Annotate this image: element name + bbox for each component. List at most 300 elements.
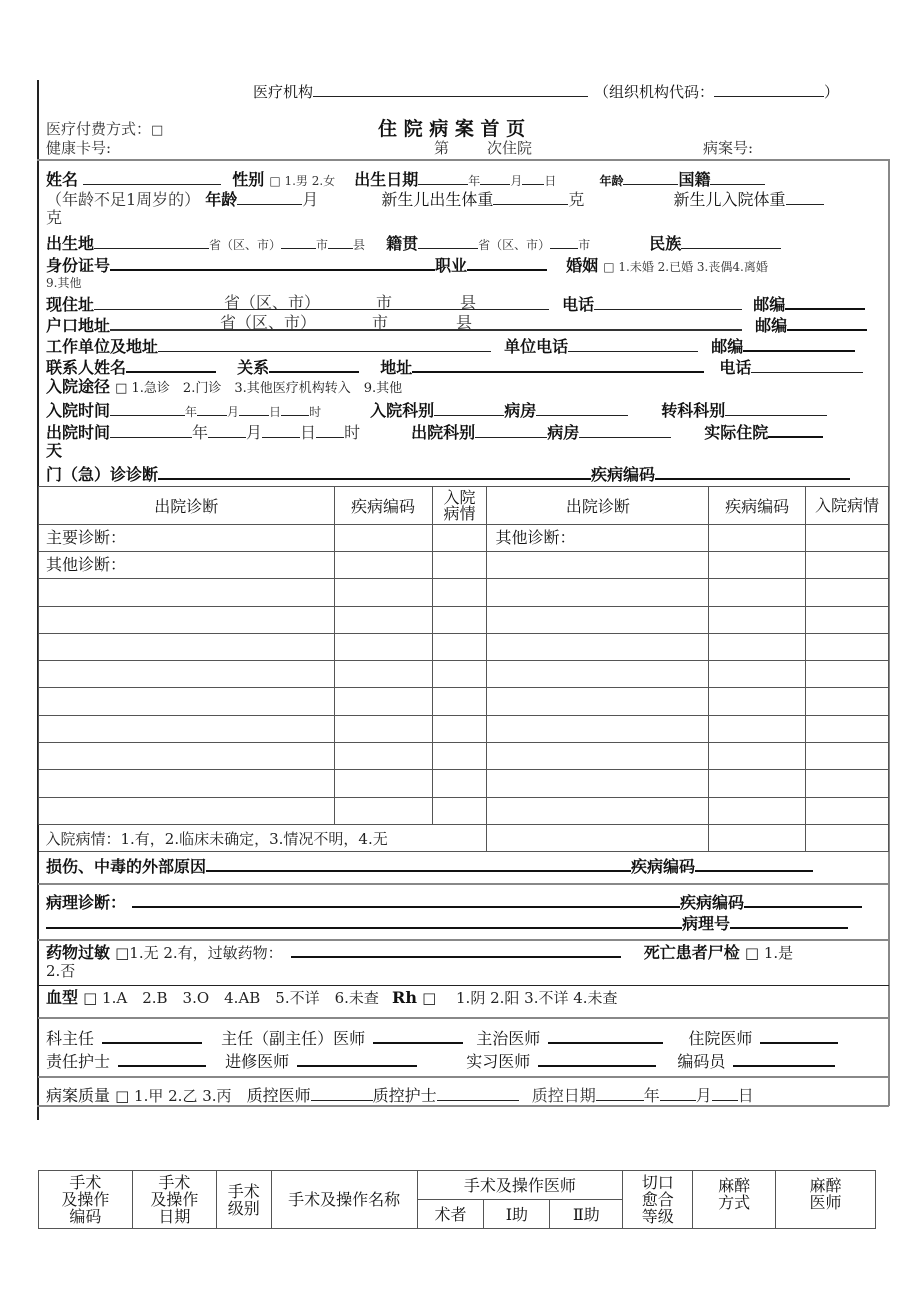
condition-cell[interactable] [432, 579, 487, 607]
dx-cell[interactable] [39, 634, 335, 661]
ethnicity-field[interactable] [681, 232, 781, 249]
rh-options[interactable]: □ 1.阴 2.阳 3.不详 4.未查 [422, 989, 618, 1007]
admission-route-options[interactable]: □ 1.急诊 2.门诊 3.其他医疗机构转入 9.其他 [115, 381, 403, 396]
op-surgeons-header: 手术及操作医师 [417, 1171, 623, 1200]
table-row [39, 525, 889, 552]
native-place-label: 籍贯 [386, 234, 419, 253]
code-cell[interactable] [334, 607, 432, 634]
native-city-field[interactable] [550, 232, 578, 249]
nurse-field[interactable] [118, 1049, 206, 1067]
qc-doctor-label: 质控医师 [246, 1086, 311, 1105]
dx-cell[interactable] [487, 770, 709, 798]
row-household-address [46, 313, 867, 336]
county-unit: 县 [353, 238, 366, 252]
header-disease-code-left: 疾病编码 [334, 487, 432, 525]
code-cell[interactable] [709, 552, 806, 579]
injury-code-label: 疾病编码 [631, 857, 696, 876]
divider-allergy [38, 985, 889, 986]
op-name-header: 手术及操作名称 [271, 1171, 417, 1229]
discharge-time-label: 出院时间 [46, 423, 111, 442]
outpatient-code-label: 疾病编码 [591, 465, 656, 484]
blood-type-label: 血型 [46, 988, 79, 1007]
table-row [39, 661, 889, 688]
code-cell[interactable] [709, 798, 806, 825]
row-injury-cause [46, 854, 813, 877]
birth-date-label: 出生日期 [354, 170, 419, 189]
autopsy-no-option[interactable]: 2.否 [46, 962, 76, 980]
dx-cell[interactable] [487, 716, 709, 743]
marriage-options[interactable]: □ 1.未婚 2.已婚 3.丧偶4.离婚 [603, 260, 768, 274]
attending-field[interactable] [548, 1026, 663, 1044]
op-surgeon-header: 术者 [417, 1200, 484, 1229]
row-birthplace [46, 232, 781, 255]
row-discharge-time [46, 420, 823, 443]
admission-route-label: 入院途径 [46, 377, 111, 396]
household-postcode-field[interactable] [787, 313, 867, 331]
row-pathology-no [46, 911, 848, 934]
autopsy-options[interactable]: □ 1.是 [744, 944, 794, 962]
sex-options[interactable]: □ 1.男 2.女 [269, 174, 336, 188]
work-phone-field[interactable] [568, 335, 698, 352]
marriage-other: 9.其他 [46, 276, 82, 290]
drug-allergy-options[interactable]: □1.无 2.有，过敏药物： [115, 944, 283, 962]
admit-ward-label: 病房 [504, 401, 537, 420]
drug-allergy-label: 药物过敏 [46, 943, 111, 962]
contact-name-label: 联系人姓名 [46, 358, 127, 377]
op-incision-header: 切口 愈合 等级 [623, 1171, 693, 1229]
table-row [39, 579, 889, 607]
work-phone-label: 单位电话 [504, 337, 569, 356]
qc-doctor-field[interactable] [311, 1084, 373, 1101]
outpatient-dx-label: 门（急）诊诊断 [46, 465, 159, 484]
birthplace-city-field[interactable] [281, 232, 316, 249]
condition-legend-cell [39, 825, 487, 852]
condition-cell[interactable] [432, 607, 487, 634]
current-phone-field[interactable] [594, 293, 742, 310]
dept-director-label: 科主任 [46, 1029, 95, 1048]
current-city-unit: 市 [376, 293, 393, 312]
pathology-code-label: 疾病编码 [680, 893, 745, 912]
condition-cell[interactable] [806, 688, 889, 716]
newborn-admit-gram-unit: 克 [46, 208, 63, 227]
birth-year-field[interactable] [418, 168, 468, 185]
dx-cell[interactable] [487, 825, 709, 852]
condition-legend: 入院病情：1.有，2.临床未确定，3.情况不明，4.无 [45, 829, 388, 848]
name-label: 姓名 [46, 170, 79, 189]
name-field[interactable] [83, 168, 221, 185]
work-postcode-label: 邮编 [711, 337, 744, 356]
condition-cell[interactable] [806, 825, 889, 852]
newborn-birth-weight-label: 新生儿出生体重 [381, 190, 494, 209]
row-id [46, 253, 768, 277]
discharge-day-field[interactable] [262, 421, 300, 438]
table-row [39, 798, 889, 825]
table-row [39, 688, 889, 716]
code-cell[interactable] [709, 607, 806, 634]
condition-cell[interactable] [432, 552, 487, 579]
native-province-field[interactable] [418, 232, 478, 249]
condition-cell[interactable] [432, 634, 487, 661]
trainee-label: 进修医师 [225, 1052, 290, 1071]
birthplace-county-field[interactable] [328, 232, 353, 249]
attending-label: 主治医师 [476, 1029, 541, 1048]
dx-cell[interactable] [487, 743, 709, 770]
admit-year-field[interactable] [110, 399, 185, 416]
discharge-month-unit: 月 [246, 423, 263, 442]
admit-day-unit: 日 [269, 405, 282, 419]
row-blood-type [46, 988, 618, 1008]
admit-time-label: 入院时间 [46, 401, 111, 420]
pathology-no-field[interactable] [730, 911, 848, 929]
frame-top [37, 159, 889, 161]
qc-month-unit: 月 [695, 1086, 712, 1105]
qc-month-field[interactable] [660, 1084, 696, 1101]
discharge-day-unit: 日 [300, 423, 317, 442]
native-city-unit: 市 [578, 238, 591, 252]
blood-type-options[interactable]: □ 1.A 2.B 3.O 4.AB 5.不详 6.未查 [83, 989, 379, 1007]
table-row [39, 607, 889, 634]
allergy-drug-field[interactable] [291, 940, 621, 958]
dx-cell[interactable] [487, 607, 709, 634]
row-current-address [46, 292, 865, 315]
pathology-dx-field-2[interactable] [46, 911, 682, 929]
quality-options[interactable]: □ 1.甲 2.乙 3.丙 [115, 1087, 232, 1105]
row-admission-route [46, 377, 402, 399]
infant-note: （年龄不足1周岁的） [46, 190, 201, 209]
qc-nurse-label: 质控护士 [372, 1086, 437, 1105]
dx-cell[interactable] [39, 716, 335, 743]
transfer-dept-field[interactable] [725, 399, 827, 416]
payment-checkbox[interactable]: □ [151, 123, 164, 138]
operation-table [38, 1170, 876, 1229]
institution-line [253, 80, 839, 102]
row-signatures-2 [46, 1049, 835, 1072]
discharge-hour-field[interactable] [316, 421, 344, 438]
condition-cell[interactable] [806, 579, 889, 607]
discharge-year-field[interactable] [110, 421, 192, 438]
op-date-header: 手术 及操作 日期 [132, 1171, 216, 1229]
injury-cause-field[interactable] [206, 854, 631, 872]
org-code-field[interactable] [714, 80, 824, 97]
row-signatures-1 [46, 1026, 838, 1049]
current-province-unit: 省（区、市） [224, 293, 321, 312]
work-postcode-field[interactable] [743, 334, 855, 352]
infant-age-field[interactable] [237, 188, 302, 205]
dx-cell[interactable] [487, 634, 709, 661]
condition-cell[interactable] [432, 716, 487, 743]
table-row [39, 552, 889, 579]
op-anesthesia-method-header: 麻醉 方式 [693, 1171, 776, 1229]
newborn-admit-weight-label: 新生儿入院体重 [673, 190, 786, 209]
sex-label: 性别 [232, 170, 265, 189]
contact-name-field[interactable] [126, 355, 216, 373]
nationality-label: 国籍 [678, 170, 711, 189]
relation-field[interactable] [269, 355, 359, 373]
condition-cell[interactable] [806, 743, 889, 770]
dx-cell[interactable] [39, 743, 335, 770]
contact-address-field[interactable] [412, 355, 704, 373]
record-number: 病案号: [703, 139, 754, 157]
discharge-ward-label: 病房 [547, 423, 580, 442]
dx-cell[interactable] [39, 770, 335, 798]
current-address-field[interactable] [94, 293, 549, 310]
dx-cell[interactable] [39, 607, 335, 634]
admit-hour-field[interactable] [281, 399, 309, 416]
op-level-header: 手术 级别 [216, 1171, 271, 1229]
marriage-label: 婚姻 [566, 256, 599, 275]
pathology-code-field[interactable] [744, 890, 862, 908]
divider-signatures [38, 1076, 889, 1078]
contact-phone-field[interactable] [751, 356, 863, 373]
condition-cell[interactable] [806, 607, 889, 634]
op-assistant1-header: Ⅰ助 [484, 1200, 550, 1229]
rh-label: Rh [392, 988, 417, 1007]
other-dx-right-cell[interactable] [487, 525, 709, 552]
dx-cell[interactable] [487, 798, 709, 825]
birth-day-field[interactable] [522, 168, 544, 185]
pathology-dx-field[interactable] [132, 890, 680, 908]
injury-code-field[interactable] [695, 854, 813, 872]
code-cell[interactable] [334, 634, 432, 661]
qc-day-field[interactable] [712, 1084, 738, 1101]
nationality-field[interactable] [710, 168, 765, 185]
outpatient-code-field[interactable] [655, 462, 850, 480]
main-dx-cell[interactable] [39, 525, 335, 552]
chief-physician-label: 主任（副主任）医师 [221, 1029, 366, 1048]
contact-address-label: 地址 [380, 358, 413, 377]
condition-cell[interactable] [806, 716, 889, 743]
condition-cell[interactable] [432, 798, 487, 825]
code-cell[interactable] [709, 743, 806, 770]
admit-ward-field[interactable] [536, 399, 628, 416]
dx-cell[interactable] [487, 688, 709, 716]
dx-cell[interactable] [487, 661, 709, 688]
code-cell[interactable] [334, 552, 432, 579]
row-allergy [46, 940, 793, 963]
discharge-month-field[interactable] [208, 421, 246, 438]
current-county-unit: 县 [460, 293, 477, 312]
code-cell[interactable] [334, 798, 432, 825]
qc-year-field[interactable] [596, 1084, 644, 1101]
nurse-label: 责任护士 [46, 1052, 111, 1071]
month-unit: 月 [510, 174, 523, 188]
code-cell[interactable] [709, 579, 806, 607]
page-title: 住 院 病 案 首 页 [378, 118, 526, 140]
admit-month-unit: 月 [227, 405, 240, 419]
header-disease-code-right: 疾病编码 [709, 487, 806, 525]
discharge-ward-field[interactable] [579, 421, 671, 438]
trainee-field[interactable] [297, 1049, 417, 1067]
row-work-unit [46, 334, 855, 357]
birthplace-province-field[interactable] [94, 232, 209, 249]
op-assistant2-header: Ⅱ助 [550, 1200, 623, 1229]
actual-stay-label: 实际住院 [704, 423, 769, 442]
divider-blood [38, 1017, 889, 1019]
occupation-label: 职业 [435, 256, 468, 275]
discharge-year-unit: 年 [192, 423, 209, 442]
condition-cell[interactable] [806, 525, 889, 552]
condition-cell[interactable] [432, 743, 487, 770]
header-discharge-dx-left: 出院诊断 [39, 487, 335, 525]
current-address-label: 现住址 [46, 295, 95, 314]
qc-nurse-field[interactable] [437, 1084, 519, 1101]
admit-day-field[interactable] [239, 399, 269, 416]
household-address-field[interactable] [110, 313, 742, 331]
condition-legend-row [39, 825, 889, 852]
op-anesthesiologist-header: 麻醉 医师 [776, 1171, 876, 1229]
health-card: 健康卡号: [46, 139, 112, 157]
other-dx-left-label: 其他诊断： [46, 555, 127, 574]
condition-cell[interactable] [432, 661, 487, 688]
dx-cell[interactable] [39, 661, 335, 688]
code-cell[interactable] [334, 743, 432, 770]
dx-cell[interactable] [39, 688, 335, 716]
code-cell[interactable] [709, 716, 806, 743]
table-row [39, 716, 889, 743]
code-cell[interactable] [334, 688, 432, 716]
relation-label: 关系 [237, 358, 270, 377]
discharge-dept-label: 出院科别 [411, 423, 476, 442]
header-admit-condition-right: 入院病情 [806, 487, 889, 525]
id-field[interactable] [110, 253, 435, 271]
birthplace-label: 出生地 [46, 234, 95, 253]
code-cell[interactable] [709, 688, 806, 716]
work-unit-label: 工作单位及地址 [46, 337, 159, 356]
outpatient-dx-field[interactable] [158, 462, 591, 480]
household-city-unit: 市 [372, 313, 389, 332]
age-field[interactable] [623, 168, 678, 185]
native-province-unit: 省（区、市） [478, 238, 551, 252]
diagnosis-table [38, 486, 889, 852]
dx-cell[interactable] [39, 579, 335, 607]
code-cell[interactable] [334, 579, 432, 607]
id-label: 身份证号 [46, 256, 111, 275]
table-row [39, 634, 889, 661]
admission-count-suffix: 次住院 [487, 139, 533, 157]
condition-cell[interactable] [806, 552, 889, 579]
current-phone-label: 电话 [562, 295, 595, 314]
dept-director-field[interactable] [102, 1026, 202, 1044]
header-discharge-dx-right: 出院诊断 [487, 487, 709, 525]
condition-cell[interactable] [432, 688, 487, 716]
code-cell[interactable] [334, 525, 432, 552]
row-outpatient-dx [46, 462, 850, 485]
dx-cell[interactable] [39, 798, 335, 825]
resident-field[interactable] [760, 1026, 838, 1044]
quality-label: 病案质量 [46, 1086, 111, 1105]
chief-physician-field[interactable] [373, 1026, 463, 1044]
condition-cell[interactable] [806, 634, 889, 661]
condition-cell[interactable] [432, 525, 487, 552]
header-admit-condition-left: 入院病情 [432, 487, 487, 525]
other-dx-left-cell[interactable] [39, 552, 335, 579]
actual-stay-field[interactable] [768, 420, 823, 438]
infant-month-unit: 月 [302, 190, 319, 209]
other-dx-right-label: 其他诊断： [495, 528, 576, 547]
newborn-admit-weight-field[interactable] [786, 188, 824, 205]
city-unit: 市 [316, 238, 329, 252]
payment-method [46, 118, 163, 139]
intern-label: 实习医师 [466, 1052, 531, 1071]
autopsy-label: 死亡患者尸检 [643, 943, 740, 962]
condition-cell[interactable] [806, 661, 889, 688]
row-infant [46, 188, 824, 210]
resident-label: 住院医师 [688, 1029, 753, 1048]
diagnosis-header-row [39, 487, 889, 525]
qc-year-unit: 年 [643, 1086, 660, 1105]
dx-cell[interactable] [487, 552, 709, 579]
code-cell[interactable] [334, 770, 432, 798]
op-code-header: 手术 及操作 编码 [39, 1171, 133, 1229]
injury-cause-label: 损伤、中毒的外部原因 [46, 857, 207, 876]
code-cell[interactable] [334, 661, 432, 688]
org-code-label: （组织机构代码： [594, 83, 715, 101]
day-unit: 日 [544, 174, 557, 188]
operation-header-row [39, 1171, 876, 1200]
household-postcode-label: 邮编 [755, 316, 788, 335]
qc-date-label: 质控日期 [531, 1086, 596, 1105]
admit-hour-unit: 时 [309, 405, 322, 419]
code-cell[interactable] [709, 661, 806, 688]
coder-field[interactable] [733, 1049, 835, 1067]
admit-month-field[interactable] [197, 399, 227, 416]
newborn-birth-weight-field[interactable] [493, 188, 568, 205]
condition-cell[interactable] [806, 770, 889, 798]
birth-month-field[interactable] [480, 168, 510, 185]
org-code-close: ） [824, 83, 840, 101]
code-cell[interactable] [334, 716, 432, 743]
institution-label: 医疗机构 [253, 83, 314, 101]
year-unit: 年 [468, 174, 481, 188]
admission-count-prefix: 第 [434, 139, 450, 157]
household-address-label: 户口地址 [46, 316, 111, 335]
code-cell[interactable] [709, 525, 806, 552]
main-dx-label: 主要诊断： [46, 528, 127, 547]
payment-label: 医疗付费方式： [46, 120, 152, 138]
intern-field[interactable] [538, 1049, 656, 1067]
occupation-field[interactable] [467, 253, 547, 271]
pathology-dx-label: 病理诊断： [46, 893, 127, 912]
code-cell[interactable] [709, 634, 806, 661]
row-admit-time [46, 399, 827, 422]
pathology-no-label: 病理号 [682, 914, 731, 933]
condition-cell[interactable] [432, 770, 487, 798]
admission-count [434, 137, 532, 158]
code-cell[interactable] [709, 770, 806, 798]
transfer-dept-label: 转科科别 [661, 401, 726, 420]
gram-unit: 克 [568, 190, 585, 209]
code-cell[interactable] [709, 825, 806, 852]
household-province-unit: 省（区、市） [220, 313, 317, 332]
days-unit: 天 [46, 441, 63, 460]
row-pathology [46, 890, 862, 913]
current-postcode-field[interactable] [785, 292, 865, 310]
admit-year-unit: 年 [185, 405, 198, 419]
discharge-hour-unit: 时 [344, 423, 361, 442]
institution-field[interactable] [313, 80, 588, 97]
admit-dept-field[interactable] [434, 399, 504, 416]
work-unit-field[interactable] [158, 335, 491, 352]
condition-cell[interactable] [806, 798, 889, 825]
ethnicity-label: 民族 [649, 234, 682, 253]
dx-cell[interactable] [487, 579, 709, 607]
coder-label: 编码员 [677, 1052, 726, 1071]
age-label: 年龄 [599, 174, 624, 188]
discharge-dept-field[interactable] [475, 421, 547, 438]
contact-phone-label: 电话 [719, 358, 752, 377]
household-county-unit: 县 [456, 313, 473, 332]
admit-dept-label: 入院科别 [370, 401, 435, 420]
